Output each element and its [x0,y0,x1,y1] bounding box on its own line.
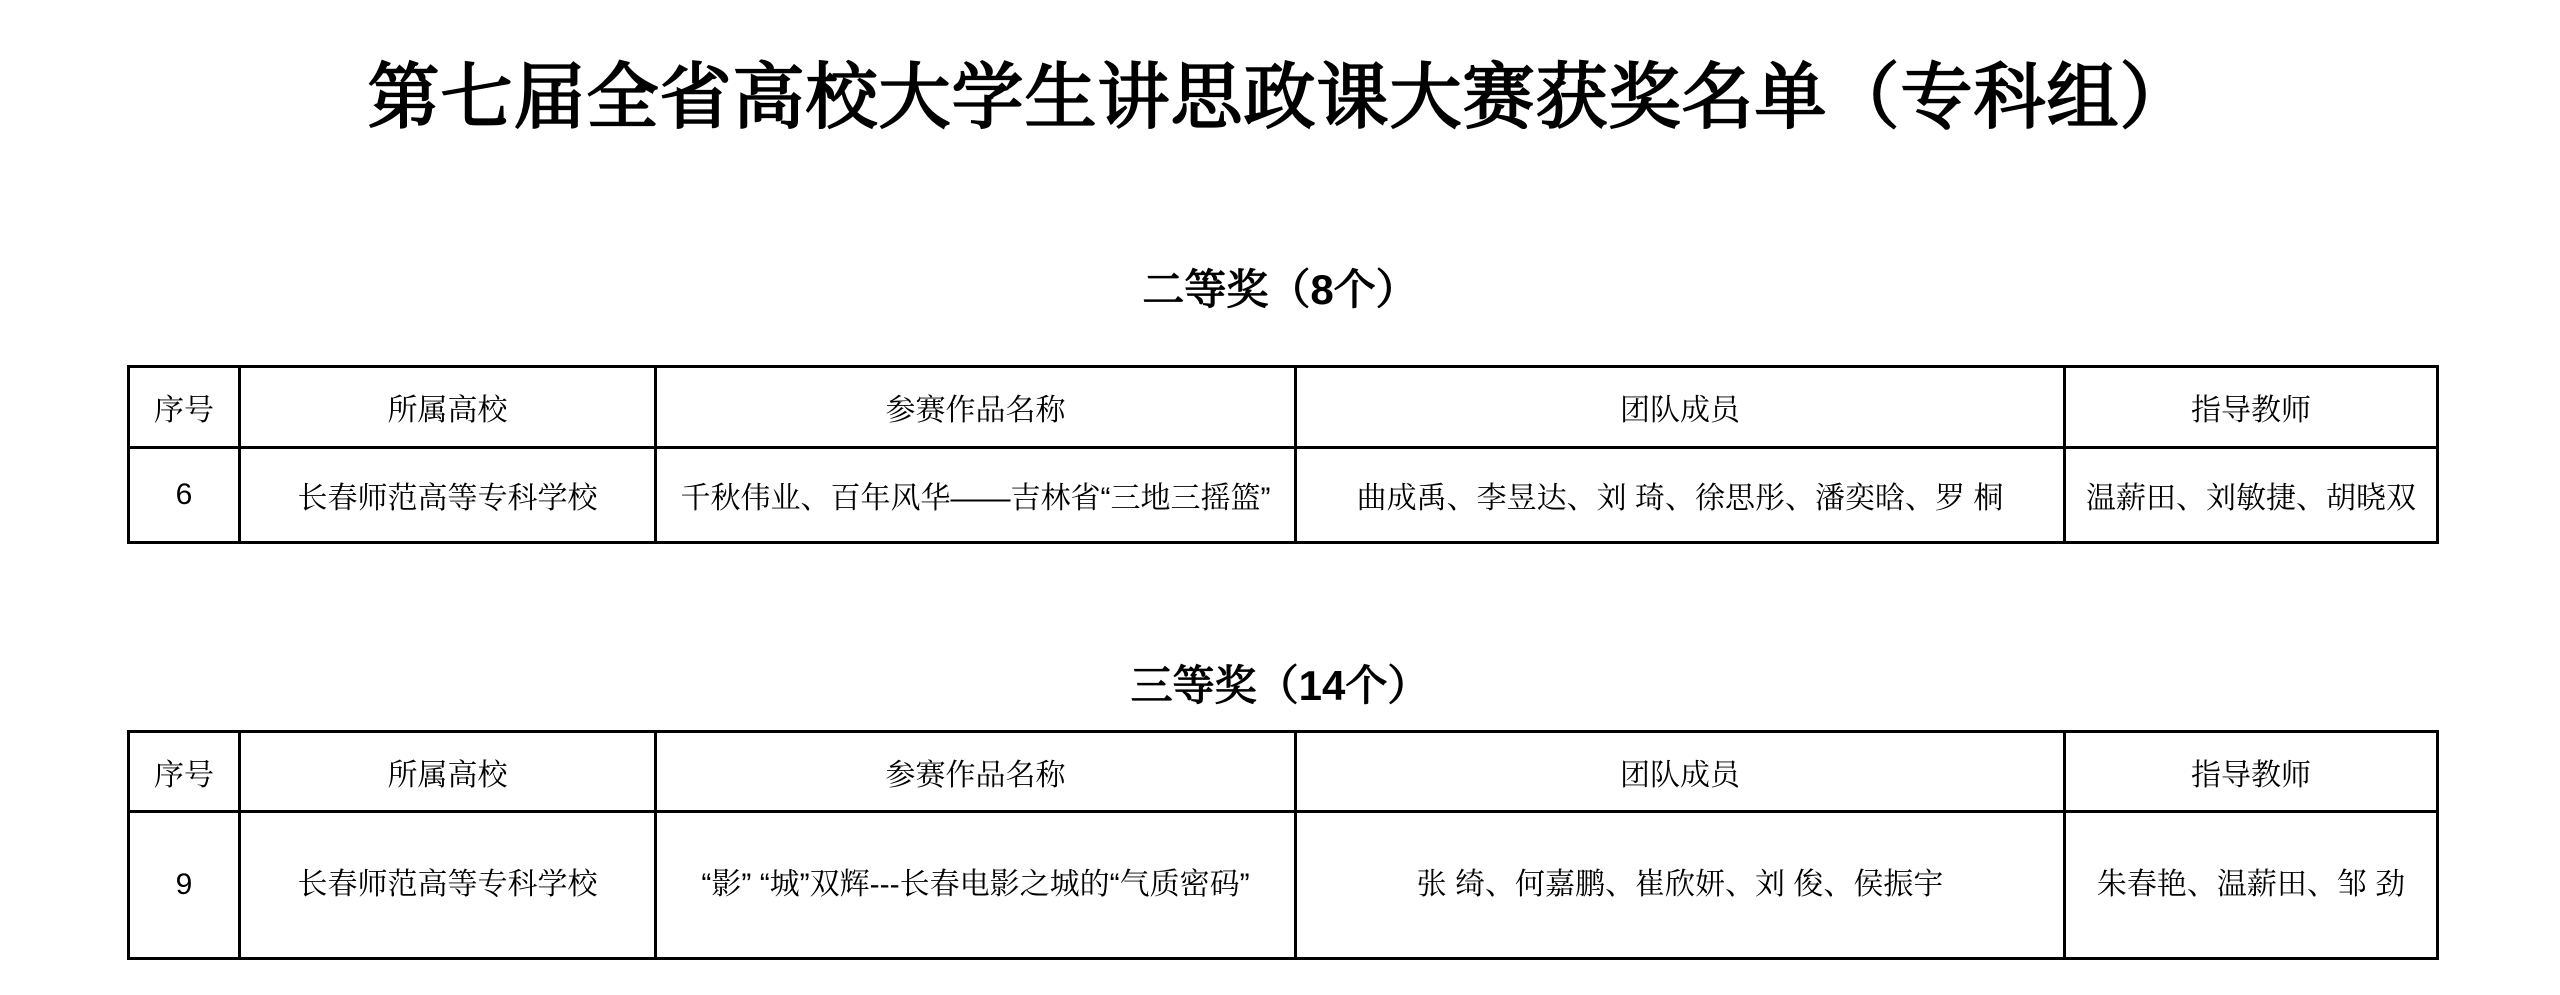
cell-work: 千秋伟业、百年风华——吉林省“三地三摇篮” [656,448,1296,543]
cell-no: 6 [129,448,240,543]
header-cell-work: 参赛作品名称 [656,367,1296,448]
cell-no: 9 [129,812,240,959]
header-cell-team: 团队成员 [1296,367,2065,448]
page-title: 第七届全省高校大学生讲思政课大赛获奖名单（专科组） [367,58,2193,138]
cell-team: 曲成禹、李昱达、刘 琦、徐思彤、潘奕晗、罗 桐 [1296,448,2065,543]
table-row [129,448,2438,543]
header-cell-work: 参赛作品名称 [656,732,1296,812]
cell-school: 长春师范高等专科学校 [240,812,656,959]
header-cell-team: 团队成员 [1296,732,2065,812]
cell-teacher: 温薪田、刘敏捷、胡晓双 [2065,448,2438,543]
header-cell-teacher: 指导教师 [2065,367,2438,448]
header-cell-school: 所属高校 [240,367,656,448]
cell-team: 张 绮、何嘉鹏、崔欣妍、刘 俊、侯振宇 [1296,812,2065,959]
third-prize-table [127,730,2439,960]
cell-teacher: 朱春艳、温薪田、邹 劲 [2065,812,2438,959]
section-heading-second-prize: 二等奖（8个） [1142,266,1418,313]
table-row [129,812,2438,959]
header-cell-no: 序号 [129,367,240,448]
header-cell-no: 序号 [129,732,240,812]
cell-work: “影” “城”双辉---长春电影之城的“气质密码” [656,812,1296,959]
second-prize-table [127,365,2439,544]
cell-school: 长春师范高等专科学校 [240,448,656,543]
table-header-row [129,732,2438,812]
table-header-row [129,367,2438,448]
header-cell-teacher: 指导教师 [2065,732,2438,812]
section-heading-third-prize: 三等奖（14个） [1130,662,1430,709]
header-cell-school: 所属高校 [240,732,656,812]
